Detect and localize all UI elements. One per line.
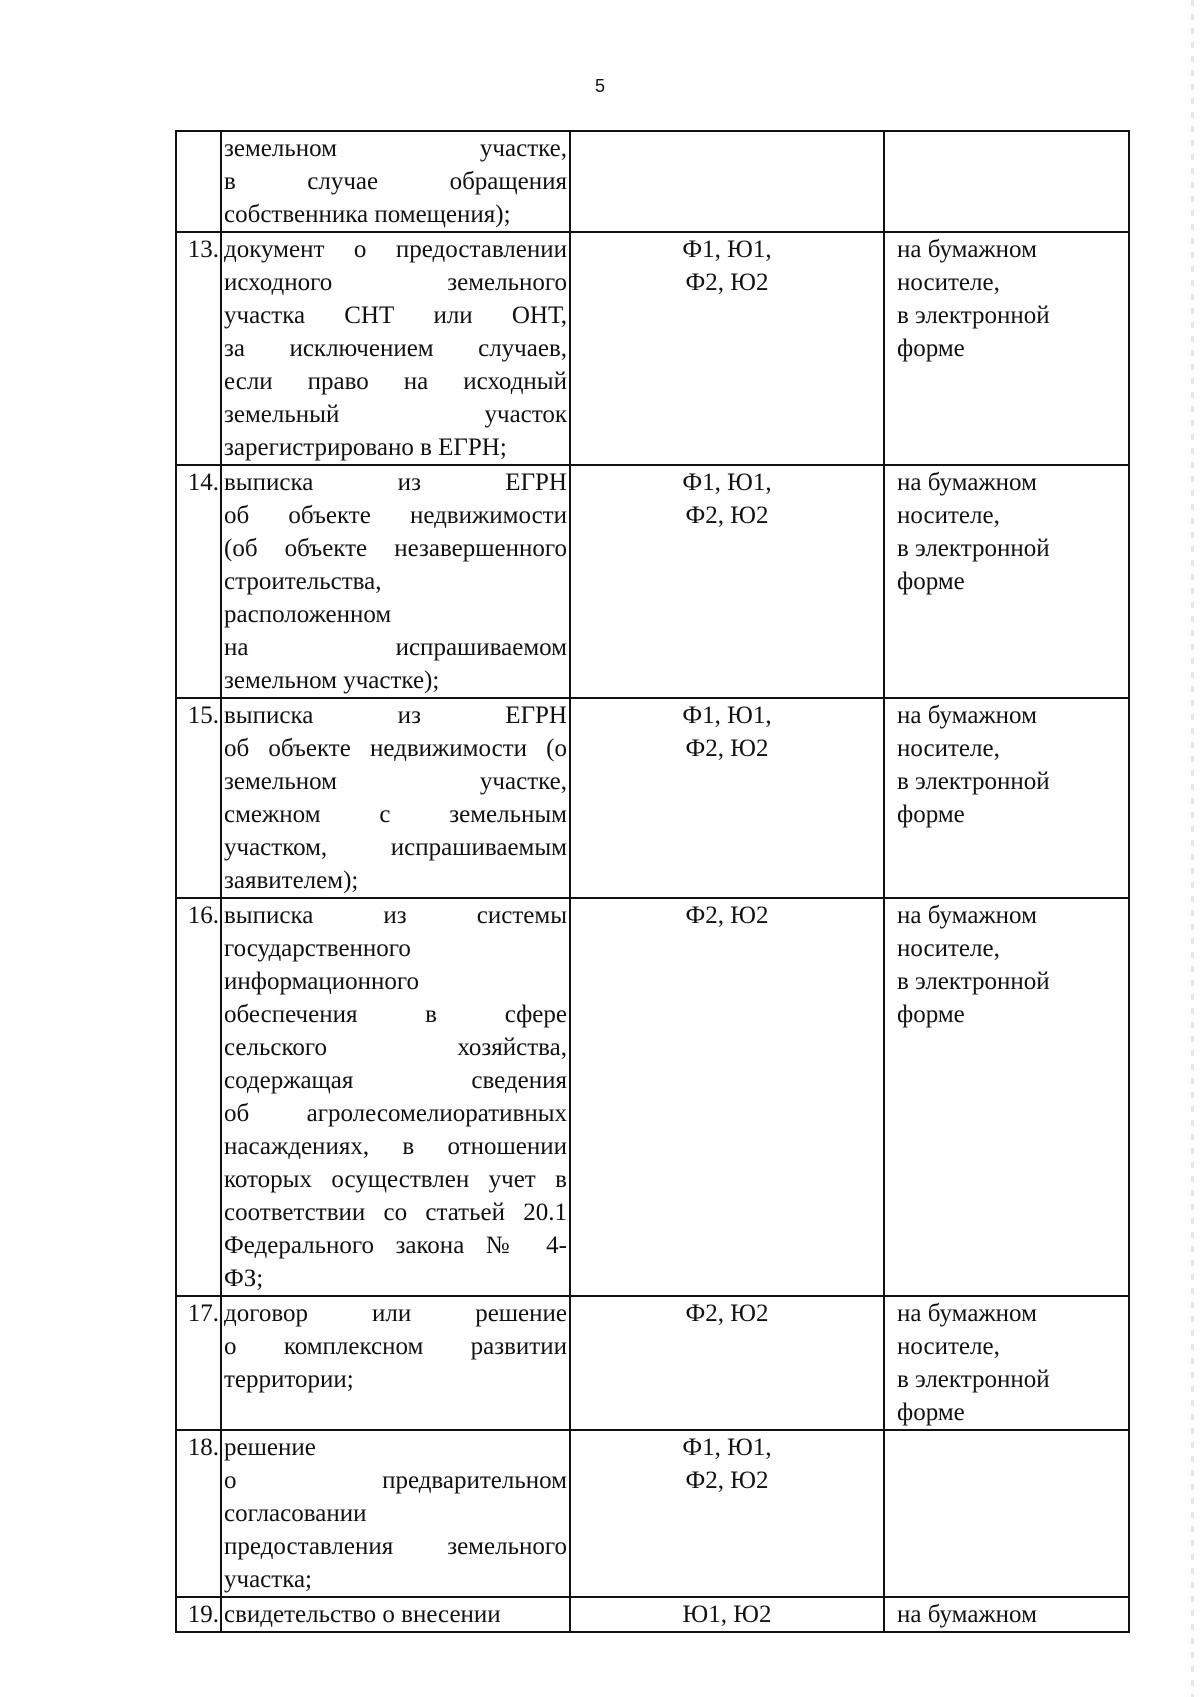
table-row	[176, 232, 1129, 465]
table-row	[176, 1430, 1129, 1597]
document-description	[221, 465, 570, 698]
description-line: за исключением случаев,	[224, 335, 567, 362]
description-line: выписка из системы	[224, 902, 567, 929]
row-number: 13.	[176, 232, 221, 465]
description-line: ФЗ;	[224, 1265, 264, 1292]
form-line: в электронной	[897, 1366, 1050, 1393]
form-line: в электронной	[897, 302, 1050, 329]
submission-form	[884, 131, 1129, 232]
description-line: зарегистрировано в ЕГРН;	[224, 434, 507, 461]
description-line: о комплексном развитии	[224, 1333, 567, 1360]
description-line: о предварительном	[224, 1467, 567, 1494]
table-row	[176, 698, 1129, 898]
form-line: форме	[897, 1399, 965, 1426]
form-line: носителе,	[897, 735, 1000, 762]
description-line: территории;	[224, 1366, 354, 1393]
category-line: Ф2, Ю2	[685, 735, 769, 762]
category-line: Ф2, Ю2	[685, 902, 769, 929]
submission-form	[884, 465, 1129, 698]
applicant-categories	[570, 1597, 884, 1632]
document-description	[221, 131, 570, 232]
form-line: на бумажном	[897, 1601, 1037, 1628]
form-line: в электронной	[897, 968, 1050, 995]
document-description	[221, 1597, 570, 1632]
applicant-categories	[570, 898, 884, 1296]
document-description	[221, 698, 570, 898]
description-line: Федерального закона № 4-	[224, 1232, 567, 1259]
applicant-categories	[570, 1430, 884, 1597]
scan-edge-artifact	[1191, 0, 1194, 1697]
description-line: сельского хозяйства,	[224, 1034, 567, 1061]
page-number: 5	[594, 76, 605, 96]
description-line: об объекте недвижимости	[224, 502, 567, 529]
description-line: документ о предоставлении	[224, 236, 567, 263]
documents-table	[175, 130, 1130, 1633]
form-line: носителе,	[897, 269, 1000, 296]
description-line: заявителем);	[224, 867, 359, 894]
table-row	[176, 465, 1129, 698]
document-description	[221, 1430, 570, 1597]
category-line: Ф2, Ю2	[685, 1467, 769, 1494]
description-line: выписка из ЕГРН	[224, 469, 567, 496]
description-line: решение	[224, 1434, 316, 1461]
description-line: на испрашиваемом	[224, 634, 567, 661]
applicant-categories	[570, 232, 884, 465]
documents-table-body	[176, 131, 1129, 1632]
description-line: информационного	[224, 968, 419, 995]
form-line: на бумажном	[897, 469, 1037, 496]
row-number	[176, 131, 221, 232]
document-description	[221, 232, 570, 465]
submission-form	[884, 1430, 1129, 1597]
description-line: выписка из ЕГРН	[224, 702, 567, 729]
row-number: 16.	[176, 898, 221, 1296]
description-line: участка СНТ или ОНТ,	[224, 302, 567, 329]
form-line: на бумажном	[897, 702, 1037, 729]
description-line: собственника помещения);	[224, 201, 511, 228]
submission-form	[884, 1597, 1129, 1632]
category-line: Ф1, Ю1,	[682, 1434, 772, 1461]
description-line: участком, испрашиваемым	[224, 834, 567, 861]
description-line: договор или решение	[224, 1300, 567, 1327]
table-row	[176, 898, 1129, 1296]
form-line: форме	[897, 568, 965, 595]
description-line: земельном участке,	[224, 768, 567, 795]
document-description	[221, 1296, 570, 1430]
form-line: носителе,	[897, 935, 1000, 962]
description-line: в случае обращения	[224, 168, 567, 195]
description-line: соответствии со статьей 20.1	[224, 1199, 567, 1226]
document-description	[221, 898, 570, 1296]
form-line: на бумажном	[897, 1300, 1037, 1327]
form-line: форме	[897, 1001, 965, 1028]
description-line: свидетельство о внесении	[224, 1601, 501, 1628]
description-line: государственного	[224, 935, 411, 962]
description-line: земельном участке,	[224, 135, 567, 162]
form-line: носителе,	[897, 1333, 1000, 1360]
submission-form	[884, 898, 1129, 1296]
category-line: Ф2, Ю2	[685, 1300, 769, 1327]
form-line: в электронной	[897, 535, 1050, 562]
description-line: согласовании	[224, 1500, 367, 1527]
row-number: 19.	[176, 1597, 221, 1632]
category-line: Ф1, Ю1,	[682, 236, 772, 263]
table-row	[176, 131, 1129, 232]
row-number: 18.	[176, 1430, 221, 1597]
category-line: Ф2, Ю2	[685, 269, 769, 296]
form-line: на бумажном	[897, 236, 1037, 263]
description-line: насаждениях, в отношении	[224, 1133, 567, 1160]
applicant-categories	[570, 698, 884, 898]
applicant-categories	[570, 131, 884, 232]
description-line: (об объекте незавершенного	[224, 535, 567, 562]
description-line: смежном с земельным	[224, 801, 567, 828]
table-row	[176, 1296, 1129, 1430]
category-line: Ф1, Ю1,	[682, 702, 772, 729]
description-line: земельном участке);	[224, 667, 440, 694]
submission-form	[884, 232, 1129, 465]
description-line: строительства,	[224, 568, 382, 595]
applicant-categories	[570, 465, 884, 698]
applicant-categories	[570, 1296, 884, 1430]
category-line: Ф2, Ю2	[685, 502, 769, 529]
description-line: предоставления земельного	[224, 1533, 567, 1560]
form-line: в электронной	[897, 768, 1050, 795]
category-line: Ю1, Ю2	[682, 1601, 772, 1628]
description-line: обеспечения в сфере	[224, 1001, 567, 1028]
description-line: земельный участок	[224, 401, 567, 428]
category-line: Ф1, Ю1,	[682, 469, 772, 496]
row-number: 14.	[176, 465, 221, 698]
description-line: исходного земельного	[224, 269, 567, 296]
form-line: форме	[897, 801, 965, 828]
description-line: содержащая сведения	[224, 1067, 567, 1094]
row-number: 15.	[176, 698, 221, 898]
row-number: 17.	[176, 1296, 221, 1430]
submission-form	[884, 698, 1129, 898]
description-line: об объекте недвижимости (о	[224, 735, 567, 762]
description-line: если право на исходный	[224, 368, 567, 395]
form-line: на бумажном	[897, 902, 1037, 929]
form-line: форме	[897, 335, 965, 362]
description-line: расположенном	[224, 601, 392, 628]
submission-form	[884, 1296, 1129, 1430]
description-line: которых осуществлен учет в	[224, 1166, 567, 1193]
form-line: носителе,	[897, 502, 1000, 529]
table-row	[176, 1597, 1129, 1632]
description-line: об агролесомелиоративных	[224, 1100, 567, 1127]
description-line: участка;	[224, 1566, 313, 1593]
